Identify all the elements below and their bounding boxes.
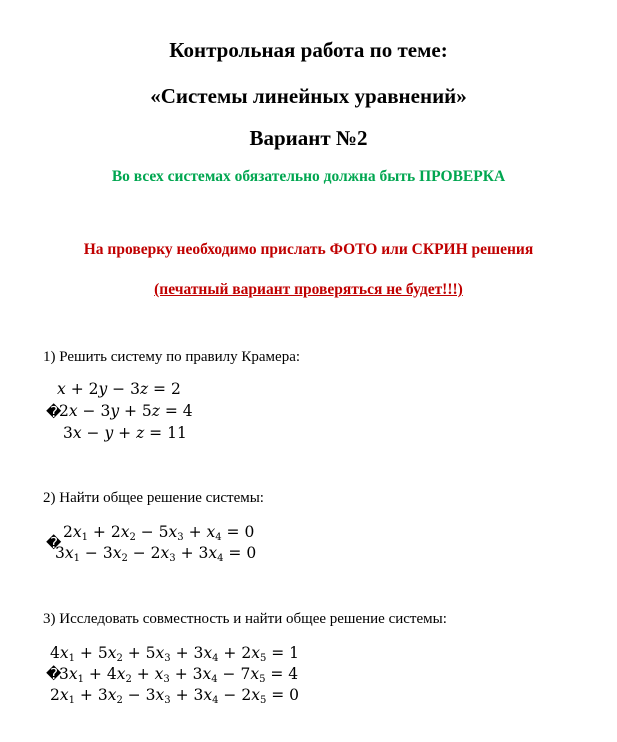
title-line-1: Контрольная работа по теме: <box>169 38 448 62</box>
task-3-equation-3: $2x_1 + 3x_2 - 3x_3 + 3x_4 - 2x_5 = 0$ <box>50 686 300 706</box>
task-3-equation-1: $4x_1 + 5x_2 + 5x_3 + 3x_4 + 2x_5 = 1$ <box>50 644 300 664</box>
print-warning-note: (печатный вариант проверяться не будет!!!) <box>154 281 463 298</box>
brace-glyph: � <box>46 403 62 421</box>
task-3-equation-2: $3x_1 + 4x_2 + x_3 + 3x_4 - 7x_5 = 4$ <box>59 665 299 685</box>
brace-glyph: � <box>46 665 62 683</box>
title-line-2: «Системы линейных уравнений» <box>150 84 467 108</box>
task-1-equation-3: 3x − y + z = 11 <box>63 424 187 442</box>
brace-glyph: � <box>46 534 62 552</box>
task-3-prompt: 3) Исследовать совместность и найти общее решение системы: <box>43 611 447 627</box>
task-2-equation-1: $2x_1 + 2x_2 - 5x_3 + x_4 = 0$ <box>63 523 255 543</box>
task-2-prompt: 2) Найти общее решение системы: <box>43 490 264 506</box>
task-1-equation-2: 2x − 3y + 5z = 4 <box>59 402 193 420</box>
task-1-prompt: 1) Решить систему по правилу Крамера: <box>43 349 301 365</box>
variant-title: Вариант №2 <box>249 126 368 150</box>
task-2-equation-2: $3x_1 - 3x_2 - 2x_3 + 3x_4 = 0$ <box>55 544 257 564</box>
submission-note: На проверку необходимо прислать ФОТО или СКРИН решения <box>83 241 534 258</box>
check-requirement-note: Во всех системах обязательно должна быть ПРОВЕРКА <box>111 168 506 185</box>
task-1-equation-1: x + 2y − 3z = 2 <box>57 380 181 398</box>
